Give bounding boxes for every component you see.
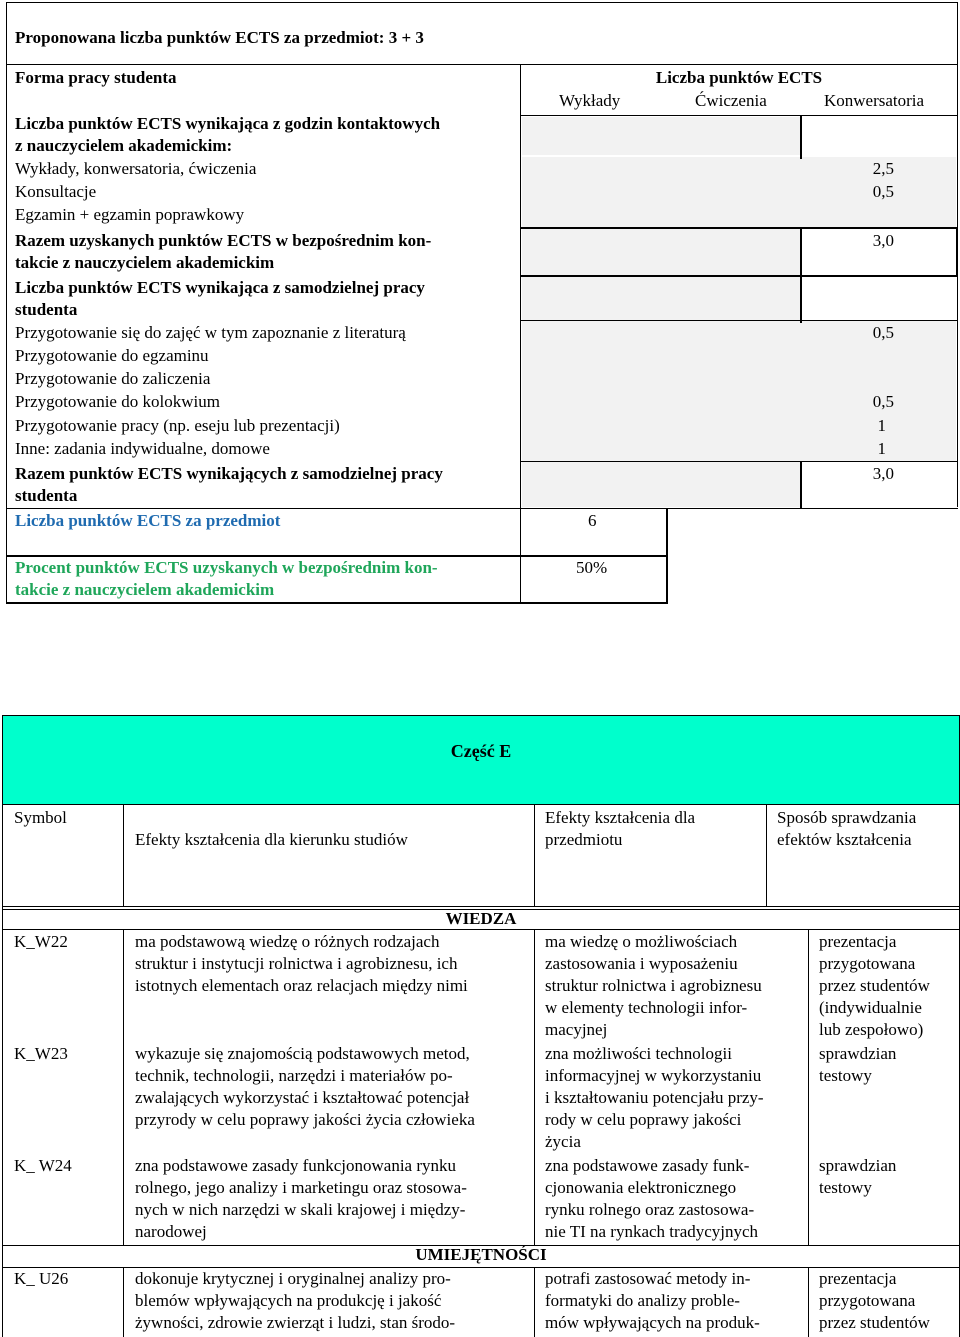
subject-effect-line: rynku rolnego oraz zastosowa- (545, 1200, 755, 1219)
row-label: Przygotowanie się do zajęć w tym zapoznanie z literaturą (15, 323, 406, 342)
section-knowledge: WIEDZA (445, 909, 517, 928)
field-effect-line: nych w nich narzędzi w skali krajowej i między- (135, 1200, 466, 1219)
contact-total-label: Razem uzyskanych punktów ECTS w bezpośrednim kon- (15, 231, 432, 250)
row-value: 1 (877, 439, 886, 458)
field-effect-line: rolnego, jego analizy i marketingu oraz stosowa- (135, 1178, 467, 1197)
row-value: 0,5 (872, 182, 894, 201)
method-line: przez studentów (819, 1313, 930, 1332)
col-method: Sposób sprawdzania (777, 808, 917, 827)
row-label: Przygotowanie do zaliczenia (15, 369, 211, 388)
col-method-2: efektów kształcenia (777, 830, 912, 849)
col-lectures: Wykłady (559, 91, 621, 110)
method-line: przygotowana (819, 1291, 916, 1310)
effect-symbol: K_W22 (14, 932, 68, 951)
subject-effect-line: macyjnej (545, 1020, 608, 1039)
field-effect-line: ma podstawową wiedzę o różnych rodzajach (135, 932, 440, 951)
subject-effect-line: mów wpływających na produk- (545, 1313, 760, 1332)
part-e-title: Część E (450, 741, 512, 761)
method-line: sprawdzian (819, 1044, 897, 1063)
row-value: 0,5 (872, 323, 894, 342)
row-label: Przygotowanie do kolokwium (15, 392, 220, 411)
row-value: 1 (877, 416, 886, 435)
method-line: testowy (819, 1066, 872, 1085)
col-symbol: Symbol (14, 808, 67, 827)
row-label: Wykłady, konwersatoria, ćwiczenia (15, 159, 257, 178)
subject-effect-line: w elementy technologii infor- (545, 998, 748, 1017)
field-effect-line: zna podstawowe zasady funkcjonowania rynku (135, 1156, 457, 1175)
col-conversations: Konwersatoria (824, 91, 925, 110)
points-label: Liczba punktów ECTS (655, 68, 823, 87)
self-total-label-2: studenta (15, 486, 78, 505)
col-subject-effects: Efekty kształcenia dla (545, 808, 696, 827)
field-effect-line: technik, technologii, narzędzi i materiałów po- (135, 1066, 453, 1085)
self-header: Liczba punktów ECTS wynikająca z samodzielnej pracy (15, 278, 425, 297)
percent-label: Procent punktów ECTS uzyskanych w bezpośrednim kon- (15, 558, 438, 577)
method-line: prezentacja (819, 932, 897, 951)
subject-effect-line: nie TI na rynkach tradycyjnych (545, 1222, 759, 1241)
effect-symbol: K_W23 (14, 1044, 68, 1063)
contact-header-2: z nauczycielem akademickim: (15, 136, 233, 155)
method-line: prezentacja (819, 1269, 897, 1288)
subject-total-value: 6 (588, 511, 597, 530)
method-line: (indywidualnie (819, 998, 922, 1017)
row-label: Egzamin + egzamin poprawkowy (15, 205, 245, 224)
method-line: sprawdzian (819, 1156, 897, 1175)
col-subject-effects-2: przedmiotu (545, 830, 623, 849)
subject-effect-line: zastosowania i wyposażeniu (545, 954, 738, 973)
form-label: Forma pracy studenta (15, 68, 177, 87)
field-effect-line: blemów wpływających na produkcję i jakość (135, 1291, 442, 1310)
subject-effect-line: życia (545, 1132, 581, 1151)
field-effect-line: przyrody w celu poprawy jakości życia człowieka (135, 1110, 475, 1129)
method-line: przygotowana (819, 954, 916, 973)
subject-effect-line: formatyki do analizy proble- (545, 1291, 740, 1310)
effect-symbol: K_ W24 (14, 1156, 72, 1175)
row-value: 0,5 (872, 392, 894, 411)
row-value: 2,5 (872, 159, 894, 178)
subject-effect-line: zna podstawowe zasady funk- (545, 1156, 750, 1175)
row-label: Inne: zadania indywidualne, domowe (15, 439, 270, 458)
subject-effect-line: informacyjnej w wykorzystaniu (545, 1066, 762, 1085)
row-label: Przygotowanie do egzaminu (15, 346, 209, 365)
percent-label-2: takcie z nauczycielem akademickim (15, 580, 275, 599)
contact-total-value: 3,0 (872, 231, 894, 250)
field-effect-line: dokonuje krytycznej i oryginalnej analizy pro- (135, 1269, 451, 1288)
section-skills: UMIEJĘTNOŚCI (415, 1245, 547, 1264)
ects-title: Proponowana liczba punktów ECTS za przedmiot: 3 + 3 (15, 28, 424, 47)
field-effect-line: żywności, zdrowie zwierząt i ludzi, stan środo- (135, 1313, 456, 1332)
col-field-effects: Efekty kształcenia dla kierunku studiów (135, 830, 408, 849)
subject-effect-line: rody w celu poprawy jakości (545, 1110, 742, 1129)
self-total-label: Razem punktów ECTS wynikających z samodzielnej pracy (15, 464, 443, 483)
contact-total-label-2: takcie z nauczycielem akademickim (15, 253, 275, 272)
subject-total-label: Liczba punktów ECTS za przedmiot (15, 511, 281, 530)
subject-effect-line: struktur rolnictwa i agrobiznesu (545, 976, 762, 995)
field-effect-line: narodowej (135, 1222, 207, 1241)
row-label: Konsultacje (15, 182, 97, 201)
self-header-2: studenta (15, 300, 78, 319)
field-effect-line: wykazuje się znajomością podstawowych metod, (135, 1044, 470, 1063)
field-effect-line: struktur i instytucji rolnictwa i agrobiznesu, ich (135, 954, 458, 973)
self-total-value: 3,0 (872, 464, 894, 483)
method-line: lub zespołowo) (819, 1020, 924, 1039)
effect-symbol: K_ U26 (14, 1269, 69, 1288)
contact-header: Liczba punktów ECTS wynikająca z godzin kontaktowych (15, 114, 441, 133)
subject-effect-line: i kształtowaniu potencjału przy- (545, 1088, 764, 1107)
subject-effect-line: cjonowania elektronicznego (545, 1178, 737, 1197)
method-line: przez studentów (819, 976, 930, 995)
method-line: testowy (819, 1178, 872, 1197)
col-exercises: Ćwiczenia (695, 91, 767, 110)
subject-effect-line: potrafi zastosować metody in- (545, 1269, 751, 1288)
subject-effect-line: zna możliwości technologii (545, 1044, 732, 1063)
row-label: Przygotowanie pracy (np. eseju lub prezentacji) (15, 416, 340, 435)
percent-value: 50% (576, 558, 608, 577)
field-effect-line: zwalających wykorzystać i kształtować potencjał (135, 1088, 470, 1107)
field-effect-line: istotnych elementach oraz relacjach między nimi (135, 976, 468, 995)
subject-effect-line: ma wiedzę o możliwościach (545, 932, 738, 951)
